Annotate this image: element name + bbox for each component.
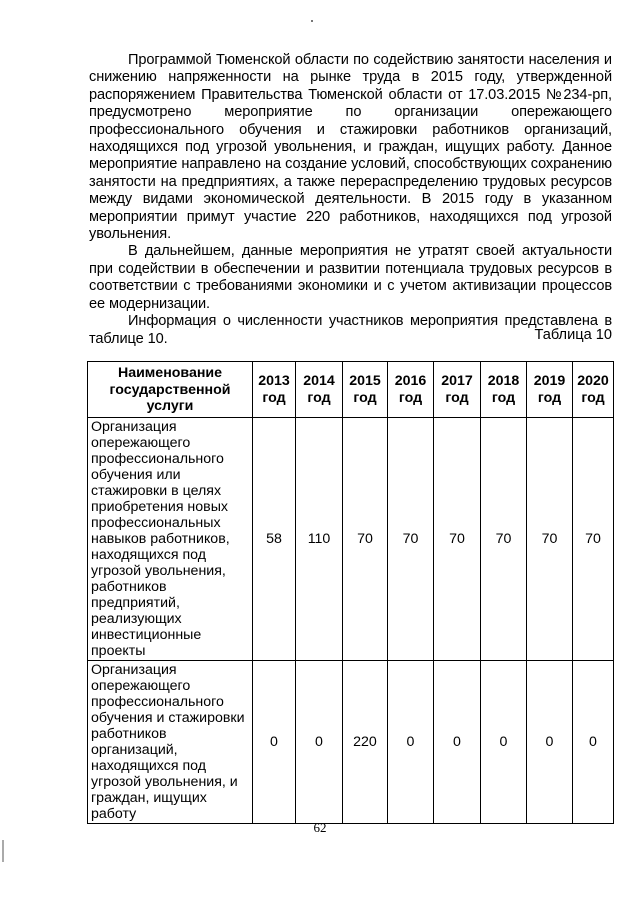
data-table [87,361,614,824]
value-cell: 0 [573,660,614,823]
value-cell: 0 [296,660,343,823]
value-cell: 0 [481,660,527,823]
column-header-year: 2016 год [388,362,434,418]
value-cell: 70 [527,417,573,660]
scan-edge-mark [2,840,4,862]
value-cell: 58 [253,417,296,660]
paragraph: Программой Тюменской области по содействию занятости населения и снижению напряженности на рынке труда в 2015 году, утвержденной распоряжением Правительства Тюменской области от 17.03.2015 №234-рп, предусмотрено мероприятие по организации опережающего профессионального обучения и стажировки работников организаций, находящихся под угрозой увольнения, и граждан, ищущих работу. Данное мероприятие направлено на создание условий, способствующих сохранению занятости на предприятиях, а также перераспределению трудовых ресурсов между видами экономической деятельности. В 2015 году в указанном мероприятии примут участие 220 работников, находящихся под угрозой увольнения. [89,52,612,243]
table-row [88,660,614,823]
value-cell: 0 [527,660,573,823]
table-caption: Таблица 10 [534,327,612,343]
value-cell: 0 [388,660,434,823]
column-header-year: 2019 год [527,362,573,418]
value-cell: 70 [388,417,434,660]
column-header-year: 2020 год [573,362,614,418]
body-text [89,52,612,348]
column-header-year: 2014 год [296,362,343,418]
service-name-cell: Организация опережающего профессионального обучения и стажировки работников организаций, находящихся под угрозой увольнения, и граждан, ищущих работу [88,660,253,823]
scan-dot [311,20,313,22]
value-cell: 220 [343,660,388,823]
value-cell: 70 [343,417,388,660]
table-row [88,417,614,660]
column-header-year: 2017 год [434,362,481,418]
column-header-name: Наименование государственной услуги [88,362,253,418]
table-header-row [88,362,614,418]
paragraph: В дальнейшем, данные мероприятия не утратят своей актуальности при содействии в обеспечении и развитии потенциала трудовых ресурсов в соответствии с требованиями экономики и с учетом активизации процессов ее модернизации. [89,243,612,312]
column-header-year: 2015 год [343,362,388,418]
value-cell: 0 [253,660,296,823]
value-cell: 0 [434,660,481,823]
page-number: 62 [313,820,327,835]
value-cell: 70 [573,417,614,660]
value-cell: 70 [481,417,527,660]
column-header-year: 2013 год [253,362,296,418]
value-cell: 70 [434,417,481,660]
column-header-year: 2018 год [481,362,527,418]
paragraph: Информация о численности участников мероприятия представлена в таблице 10. [89,313,612,347]
service-name-cell: Организация опережающего профессионального обучения или стажировки в целях приобретения новых профессиональных навыков работников, находящихся под угрозой увольнения, работников предприятий, реализующих инвестиционные проекты [88,417,253,660]
value-cell: 110 [296,417,343,660]
